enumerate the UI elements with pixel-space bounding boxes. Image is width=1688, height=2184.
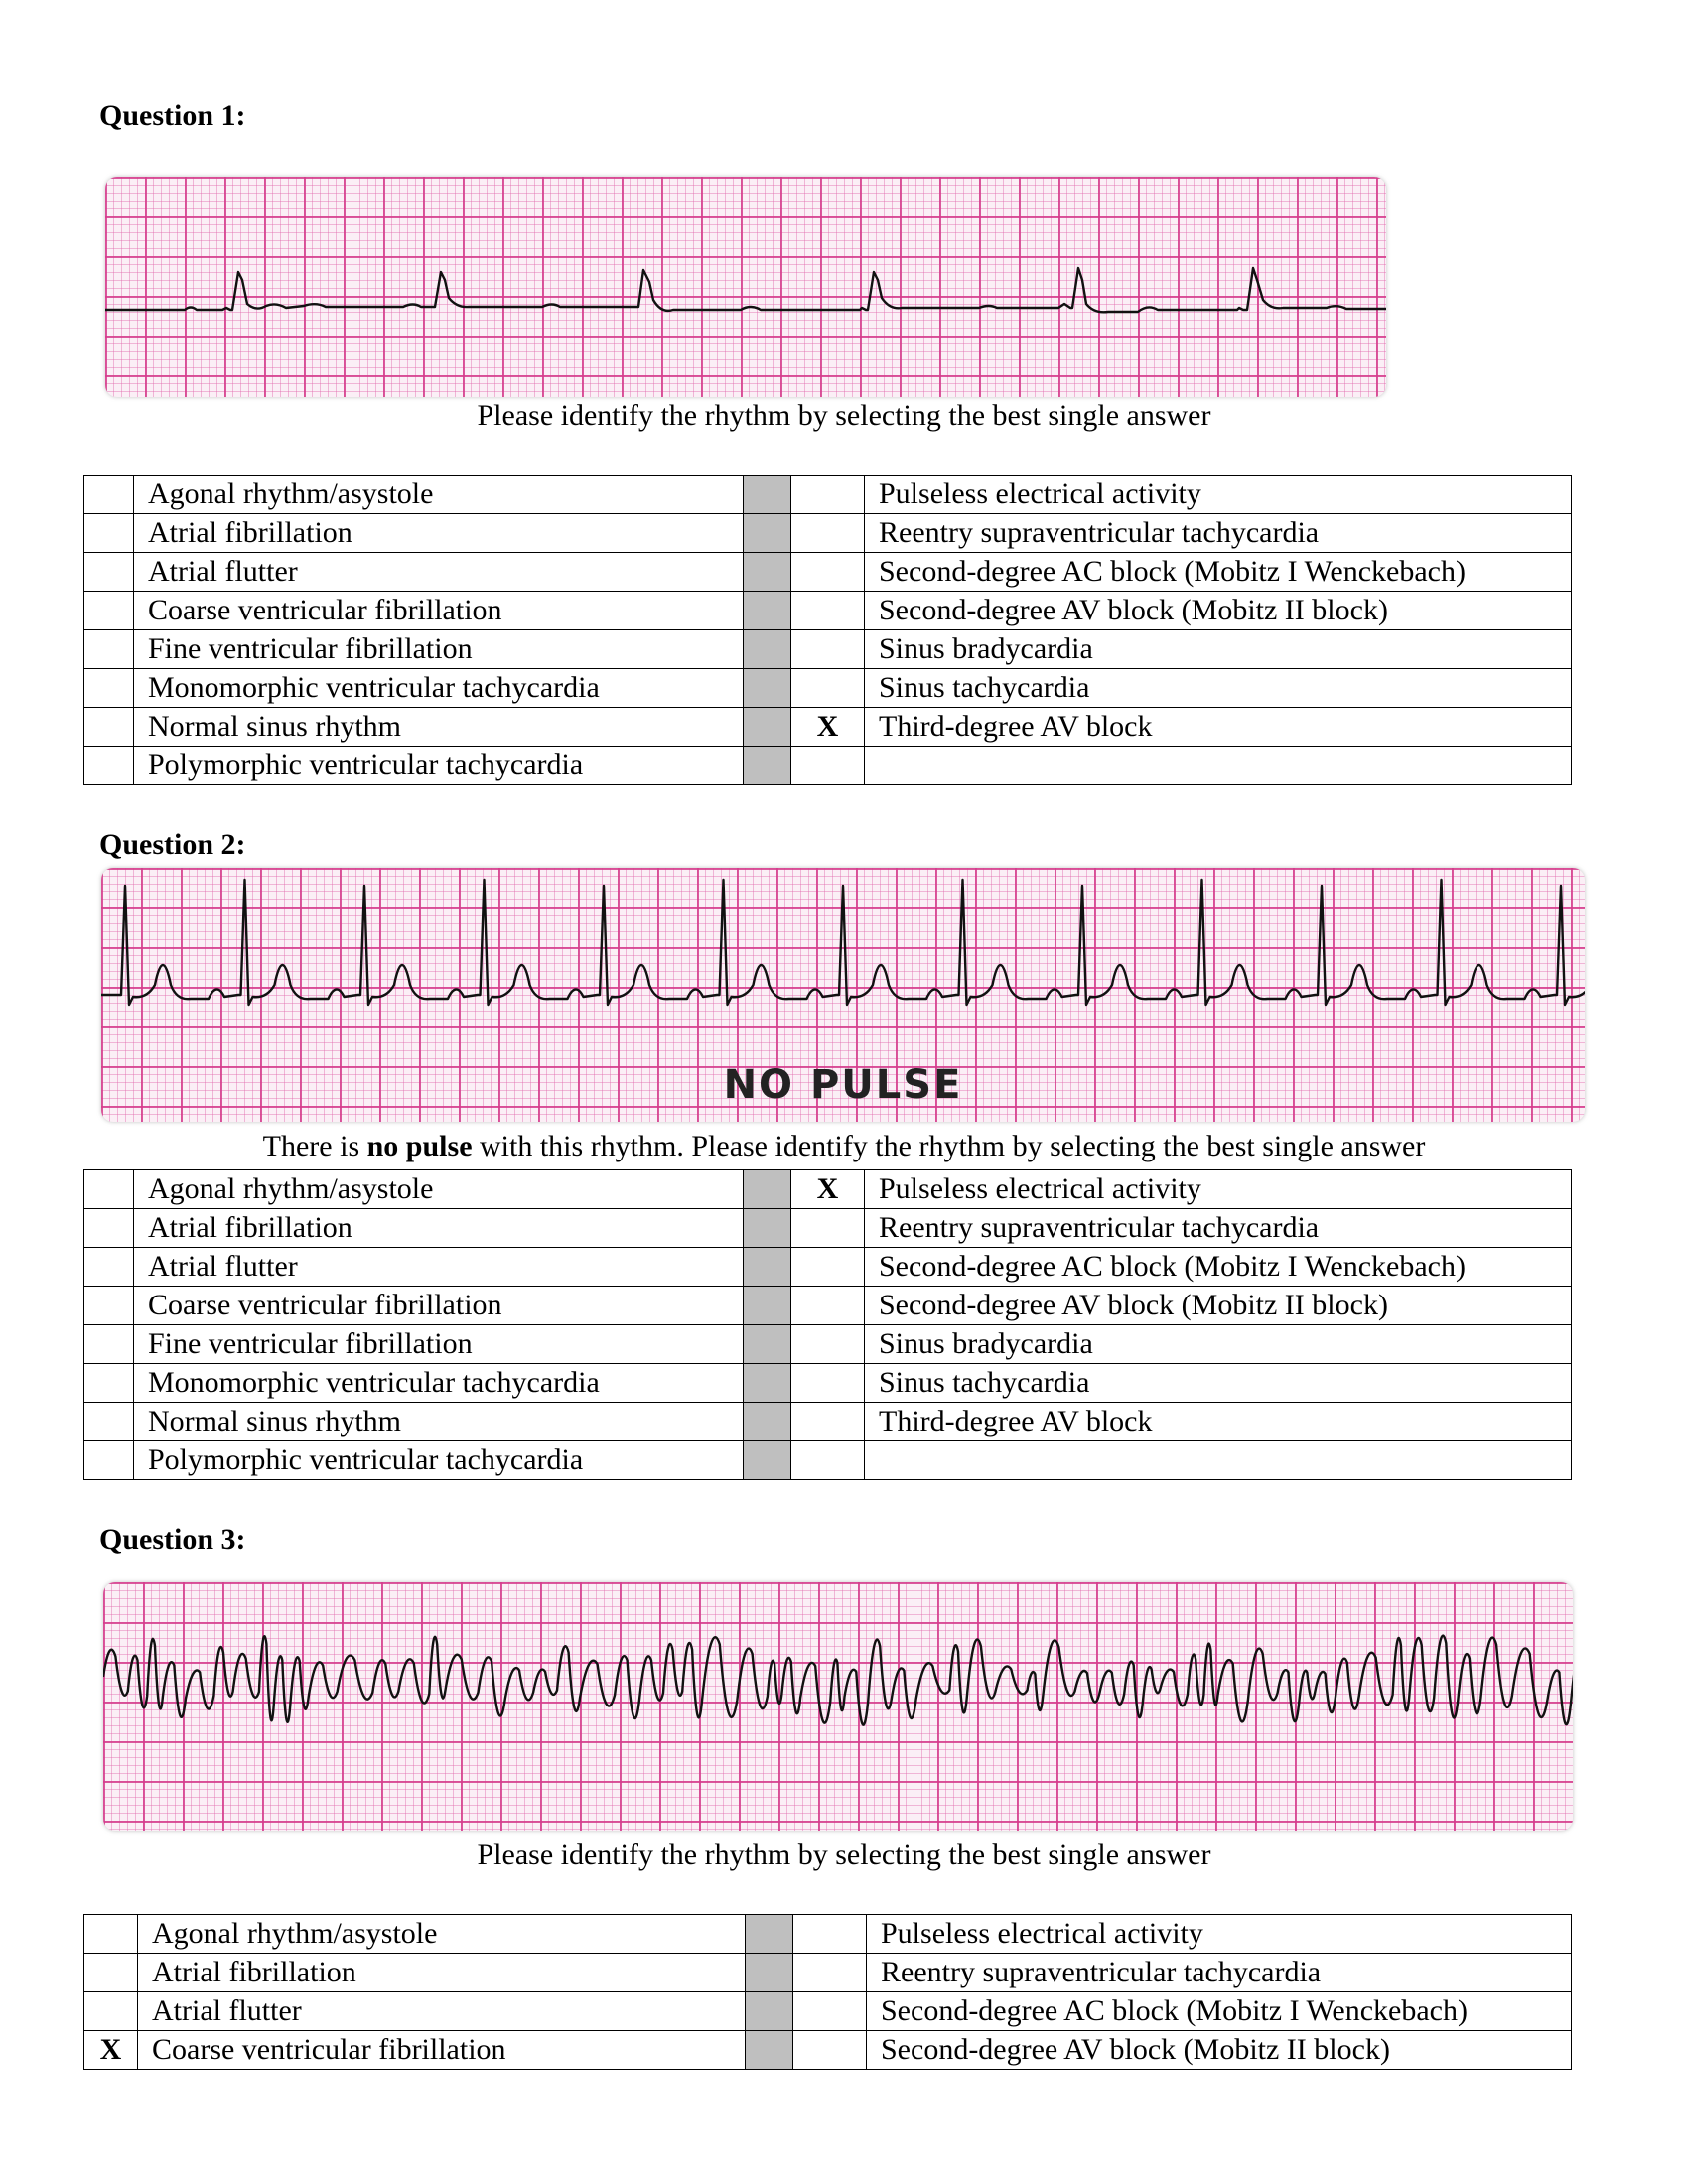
answer-row xyxy=(84,553,1572,592)
question-3-answer-table xyxy=(83,1914,1572,2070)
answer-checkbox-left[interactable]: X xyxy=(84,2031,138,2070)
answer-checkbox-left[interactable] xyxy=(84,553,134,592)
column-divider xyxy=(744,1403,791,1441)
answer-row xyxy=(84,1992,1572,2031)
answer-option-label: Second-degree AC block (Mobitz I Wenckebach) xyxy=(865,553,1572,592)
answer-checkbox-left[interactable] xyxy=(84,708,134,747)
answer-option-label: Third-degree AV block xyxy=(865,708,1572,747)
question-1-prompt: Please identify the rhythm by selecting the best single answer xyxy=(477,399,1211,432)
question-2-prompt: There is no pulse with this rhythm. Please identify the rhythm by selecting the best single answer xyxy=(262,1130,1426,1162)
answer-checkbox-left[interactable] xyxy=(84,1325,134,1364)
answer-row xyxy=(84,592,1572,630)
answer-checkbox-right[interactable] xyxy=(791,592,865,630)
answer-row xyxy=(84,1209,1572,1248)
no-pulse-label: NO PULSE xyxy=(723,1062,963,1108)
answer-checkbox-left[interactable] xyxy=(84,1992,138,2031)
answer-row xyxy=(84,1403,1572,1441)
answer-checkbox-left[interactable] xyxy=(84,1287,134,1325)
answer-option-label: Pulseless electrical activity xyxy=(865,476,1572,514)
answer-row xyxy=(84,1915,1572,1954)
answer-option-label: Sinus tachycardia xyxy=(865,669,1572,708)
answer-option-label: Coarse ventricular fibrillation xyxy=(138,2031,746,2070)
answer-checkbox-left[interactable] xyxy=(84,1403,134,1441)
answer-option-label: Second-degree AV block (Mobitz II block) xyxy=(867,2031,1572,2070)
column-divider xyxy=(744,1170,791,1209)
answer-checkbox-left[interactable] xyxy=(84,1248,134,1287)
ecg-strip-question-2 xyxy=(101,868,1585,1122)
answer-option-label: Fine ventricular fibrillation xyxy=(134,630,744,669)
question-2-title: Question 2: xyxy=(99,828,246,861)
answer-checkbox-left[interactable] xyxy=(84,514,134,553)
answer-row xyxy=(84,1325,1572,1364)
answer-row xyxy=(84,1170,1572,1209)
answer-checkbox-right[interactable] xyxy=(791,1287,865,1325)
answer-row xyxy=(84,1441,1572,1480)
answer-option-label: Second-degree AV block (Mobitz II block) xyxy=(865,592,1572,630)
ecg-strip-question-3 xyxy=(103,1582,1573,1831)
column-divider xyxy=(746,1915,793,1954)
answer-option-label: Second-degree AV block (Mobitz II block) xyxy=(865,1287,1572,1325)
answer-option-label xyxy=(865,747,1572,785)
answer-option-label: Normal sinus rhythm xyxy=(134,708,744,747)
question-1-title: Question 1: xyxy=(99,99,246,132)
answer-checkbox-right[interactable] xyxy=(791,514,865,553)
column-divider xyxy=(744,669,791,708)
answer-checkbox-left[interactable] xyxy=(84,1364,134,1403)
answer-checkbox-right[interactable] xyxy=(791,1209,865,1248)
ecg-trace-question-1 xyxy=(105,177,1386,397)
column-divider xyxy=(744,1209,791,1248)
answer-option-label: Sinus bradycardia xyxy=(865,630,1572,669)
answer-option-label: Reentry supraventricular tachycardia xyxy=(867,1954,1572,1992)
answer-option-label: Fine ventricular fibrillation xyxy=(134,1325,744,1364)
answer-row xyxy=(84,669,1572,708)
answer-checkbox-right[interactable] xyxy=(791,1325,865,1364)
answer-option-label: Agonal rhythm/asystole xyxy=(134,1170,744,1209)
answer-row xyxy=(84,1364,1572,1403)
answer-option-label: Agonal rhythm/asystole xyxy=(134,476,744,514)
ecg-trace-question-3 xyxy=(103,1582,1573,1831)
answer-option-label xyxy=(865,1441,1572,1480)
answer-checkbox-right[interactable] xyxy=(793,1915,867,1954)
answer-checkbox-left[interactable] xyxy=(84,1209,134,1248)
answer-checkbox-right[interactable] xyxy=(791,1248,865,1287)
question-3-title: Question 3: xyxy=(99,1523,246,1556)
answer-checkbox-right[interactable] xyxy=(793,1954,867,1992)
column-divider xyxy=(744,1441,791,1480)
no-pulse-emphasis: no pulse xyxy=(366,1130,473,1162)
answer-row xyxy=(84,514,1572,553)
column-divider xyxy=(744,1248,791,1287)
ecg-strip-question-1 xyxy=(105,177,1386,397)
answer-checkbox-left[interactable] xyxy=(84,669,134,708)
answer-checkbox-left[interactable] xyxy=(84,747,134,785)
answer-option-label: Reentry supraventricular tachycardia xyxy=(865,514,1572,553)
answer-checkbox-left[interactable] xyxy=(84,1954,138,1992)
answer-option-label: Atrial fibrillation xyxy=(138,1954,746,1992)
answer-checkbox-right[interactable]: X xyxy=(791,708,865,747)
answer-row xyxy=(84,1287,1572,1325)
column-divider xyxy=(744,514,791,553)
answer-option-label: Atrial flutter xyxy=(134,553,744,592)
answer-option-label: Normal sinus rhythm xyxy=(134,1403,744,1441)
answer-row xyxy=(84,1248,1572,1287)
answer-checkbox-left[interactable] xyxy=(84,1170,134,1209)
answer-option-label: Second-degree AC block (Mobitz I Wenckebach) xyxy=(865,1248,1572,1287)
answer-checkbox-left[interactable] xyxy=(84,592,134,630)
answer-row xyxy=(84,747,1572,785)
question-3-prompt: Please identify the rhythm by selecting the best single answer xyxy=(477,1839,1211,1871)
answer-checkbox-left[interactable] xyxy=(84,1915,138,1954)
column-divider xyxy=(746,2031,793,2070)
column-divider xyxy=(744,553,791,592)
answer-option-label: Polymorphic ventricular tachycardia xyxy=(134,1441,744,1480)
answer-option-label: Monomorphic ventricular tachycardia xyxy=(134,669,744,708)
answer-option-label: Third-degree AV block xyxy=(865,1403,1572,1441)
question-1-answer-table xyxy=(83,475,1572,785)
answer-checkbox-right[interactable]: X xyxy=(791,1170,865,1209)
column-divider xyxy=(744,592,791,630)
answer-option-label: Coarse ventricular fibrillation xyxy=(134,592,744,630)
answer-checkbox-right[interactable] xyxy=(791,630,865,669)
answer-row xyxy=(84,630,1572,669)
answer-checkbox-right[interactable] xyxy=(791,747,865,785)
answer-checkbox-right[interactable] xyxy=(791,1441,865,1480)
answer-option-label: Polymorphic ventricular tachycardia xyxy=(134,747,744,785)
answer-option-label: Pulseless electrical activity xyxy=(865,1170,1572,1209)
answer-option-label: Atrial fibrillation xyxy=(134,514,744,553)
answer-row xyxy=(84,2031,1572,2070)
answer-checkbox-right[interactable] xyxy=(793,1992,867,2031)
answer-checkbox-left[interactable] xyxy=(84,1441,134,1480)
answer-checkbox-left[interactable] xyxy=(84,630,134,669)
column-divider xyxy=(744,1325,791,1364)
answer-row xyxy=(84,1954,1572,1992)
answer-checkbox-right[interactable] xyxy=(793,2031,867,2070)
answer-option-label: Atrial fibrillation xyxy=(134,1209,744,1248)
answer-option-label: Atrial flutter xyxy=(138,1992,746,2031)
answer-option-label: Sinus bradycardia xyxy=(865,1325,1572,1364)
answer-row xyxy=(84,476,1572,514)
column-divider xyxy=(744,1287,791,1325)
answer-option-label: Coarse ventricular fibrillation xyxy=(134,1287,744,1325)
column-divider xyxy=(744,476,791,514)
answer-checkbox-right[interactable] xyxy=(791,669,865,708)
answer-checkbox-right[interactable] xyxy=(791,1403,865,1441)
column-divider xyxy=(744,747,791,785)
answer-checkbox-left[interactable] xyxy=(84,476,134,514)
answer-option-label: Reentry supraventricular tachycardia xyxy=(865,1209,1572,1248)
answer-option-label: Monomorphic ventricular tachycardia xyxy=(134,1364,744,1403)
answer-option-label: Atrial flutter xyxy=(134,1248,744,1287)
question-2-answer-table xyxy=(83,1169,1572,1480)
answer-option-label: Second-degree AC block (Mobitz I Wenckebach) xyxy=(867,1992,1572,2031)
answer-checkbox-right[interactable] xyxy=(791,476,865,514)
column-divider xyxy=(744,630,791,669)
column-divider xyxy=(746,1954,793,1992)
answer-checkbox-right[interactable] xyxy=(791,553,865,592)
answer-option-label: Sinus tachycardia xyxy=(865,1364,1572,1403)
column-divider xyxy=(744,708,791,747)
column-divider xyxy=(746,1992,793,2031)
answer-checkbox-right[interactable] xyxy=(791,1364,865,1403)
answer-row xyxy=(84,708,1572,747)
answer-option-label: Agonal rhythm/asystole xyxy=(138,1915,746,1954)
column-divider xyxy=(744,1364,791,1403)
answer-option-label: Pulseless electrical activity xyxy=(867,1915,1572,1954)
